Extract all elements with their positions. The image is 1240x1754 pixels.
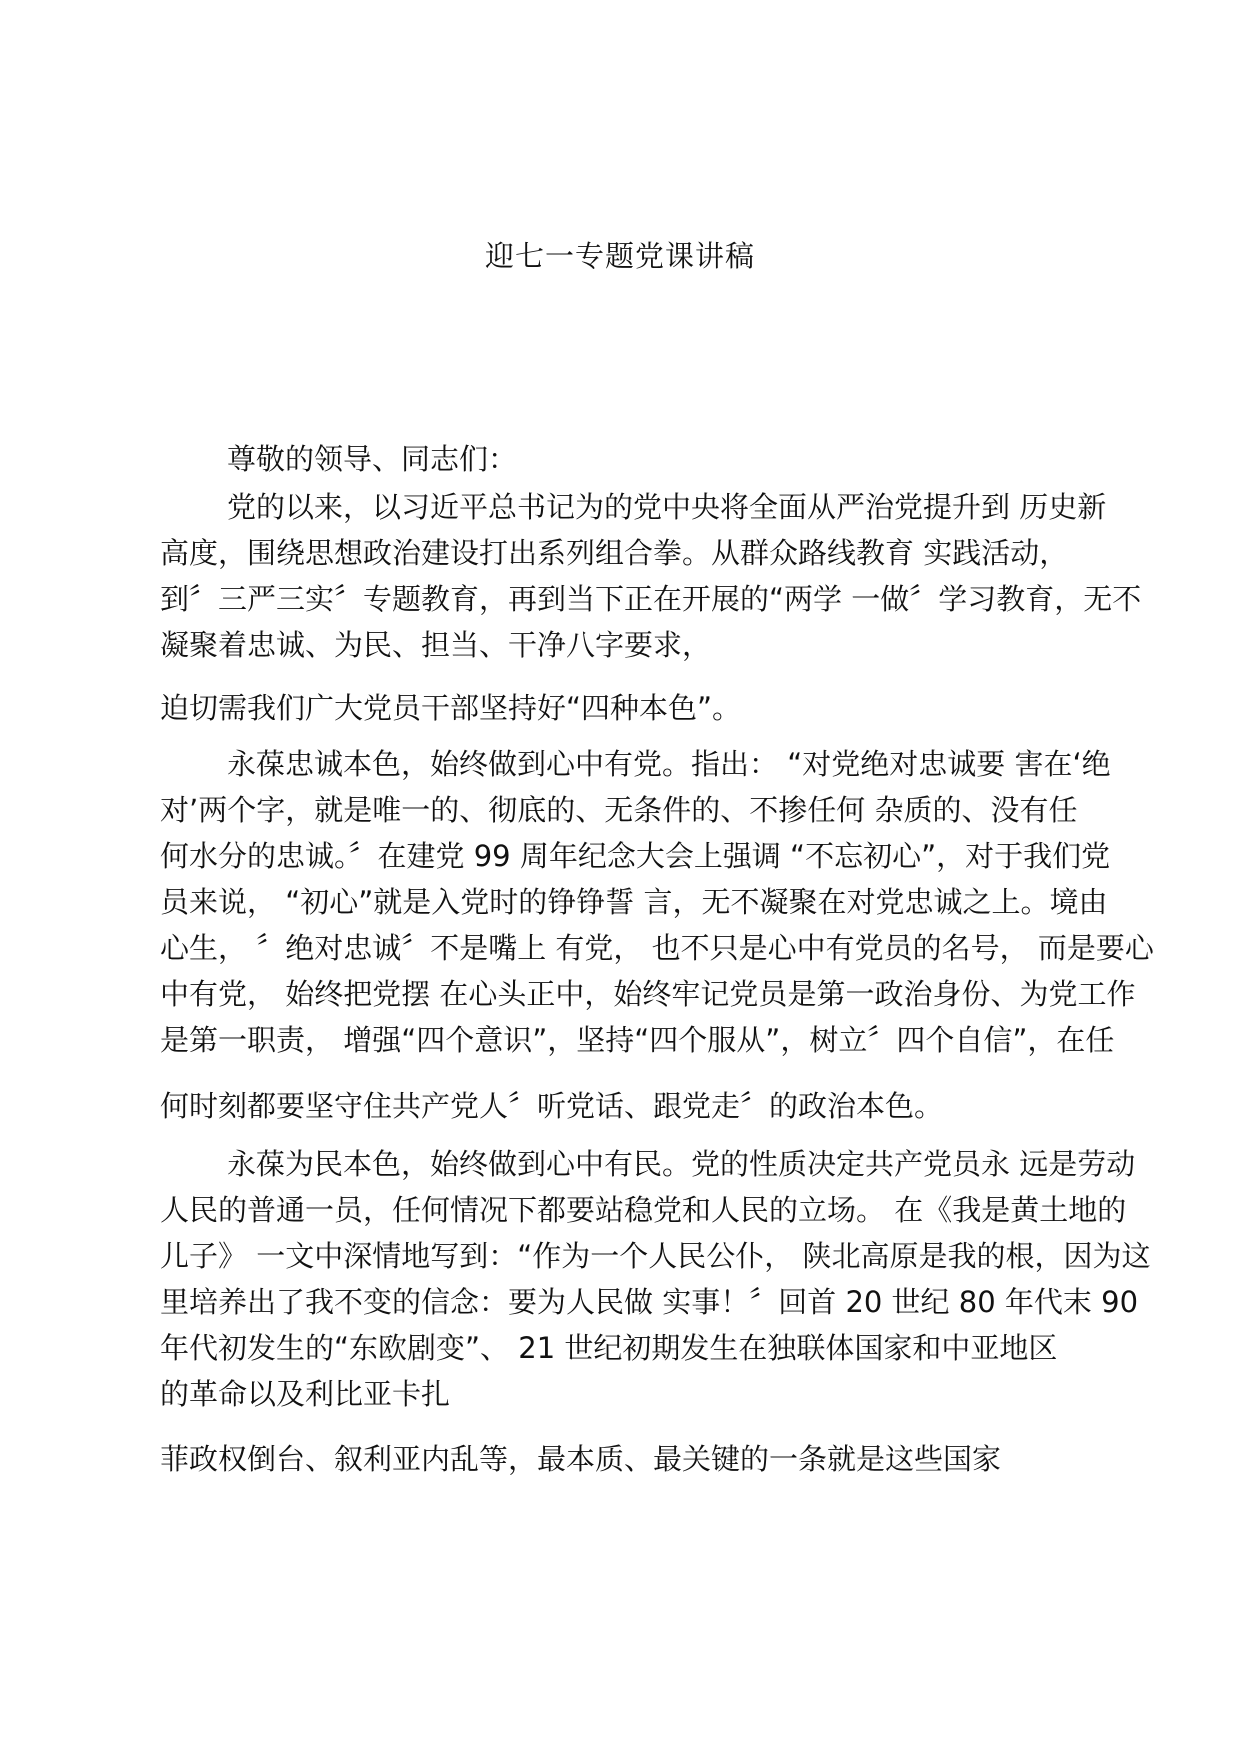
paragraph-line: 年代初发生的“东欧剧变”、 21 世纪初期发生在独联体国家和中亚地区 — [160, 1331, 1058, 1365]
document-title: 迎七一专题党课讲稿 — [484, 239, 755, 273]
paragraph-3 — [160, 1141, 1151, 1417]
greeting: 尊敬的领导、同志们： — [227, 442, 518, 476]
paragraph-line: 何水分的忠诚。〞在建党 99 周年纪念大会上强调 “不忘初心”，对于我们党 — [160, 839, 1111, 873]
paragraph-line: 永葆为民本色，始终做到心中有民。党的性质决定共产党员永 远是劳动 — [227, 1147, 1136, 1181]
paragraph-2 — [160, 741, 1154, 1063]
paragraph-line: 中有党， 始终把党摆 在心头正中，始终牢记党员是第一政治身份、为党工作 — [160, 977, 1136, 1011]
paragraph-line: 心生， 〞绝对忠诚〞不是嘴上 有党， 也不只是心中有党员的名号， 而是要心 — [160, 931, 1154, 965]
paragraph-line: 菲政权倒台、叙利亚内乱等，最本质、最关键的一条就是这些国家 — [160, 1442, 1002, 1476]
paragraph-line: 高度，围绕思想政治建设打出系列组合拳。从群众路线教育 实践活动， — [160, 536, 1069, 570]
paragraph-line: 何时刻都要坚守住共产党人〞听党话、跟党走〞的政治本色。 — [160, 1089, 944, 1123]
paragraph-2-end — [160, 1083, 1120, 1129]
paragraph-3-end — [160, 1436, 1120, 1482]
paragraph-line: 人民的普通一员，任何情况下都要站稳党和人民的立场。 在《我是黄土地的 — [160, 1193, 1127, 1227]
paragraph-line: 是第一职责， 增强“四个意识”，坚持“四个服从”，树立〞四个自信”，在任 — [160, 1023, 1115, 1057]
paragraph-line: 儿子》 一文中深情地写到：“作为一个人民公仆， 陕北高原是我的根，因为这 — [160, 1239, 1151, 1273]
paragraph-line: 对’两个字，就是唯一的、彻底的、无条件的、不掺任何 杂质的、没有任 — [160, 793, 1078, 827]
greeting-block — [160, 436, 1120, 482]
paragraph-line: 迫切需我们广大党员干部坚持好“四种本色”。 — [160, 691, 742, 725]
paragraph-line: 凝聚着忠诚、为民、担当、干净八字要求， — [160, 628, 712, 662]
paragraph-1-end — [160, 685, 1120, 731]
paragraph-line: 到〞三严三实〞专题教育，再到当下正在开展的“两学 一做〞学习教育，无不 — [160, 582, 1142, 616]
paragraph-line: 的革命以及利比亚卡扎 — [160, 1377, 451, 1411]
paragraph-line: 党的以来，以习近平总书记为的党中央将全面从严治党提升到 历史新 — [227, 490, 1107, 524]
paragraph-line: 永葆忠诚本色，始终做到心中有党。指出： “对党绝对忠诚要 害在‘绝 — [227, 747, 1111, 781]
paragraph-line: 员来说， “初心”就是入党时的铮铮誓 言，无不凝聚在对党忠诚之上。境由 — [160, 885, 1108, 919]
paragraph-line: 里培养出了我不变的信念：要为人民做 实事！〞回首 20 世纪 80 年代末 90 — [160, 1285, 1139, 1319]
paragraph-1 — [160, 484, 1142, 668]
